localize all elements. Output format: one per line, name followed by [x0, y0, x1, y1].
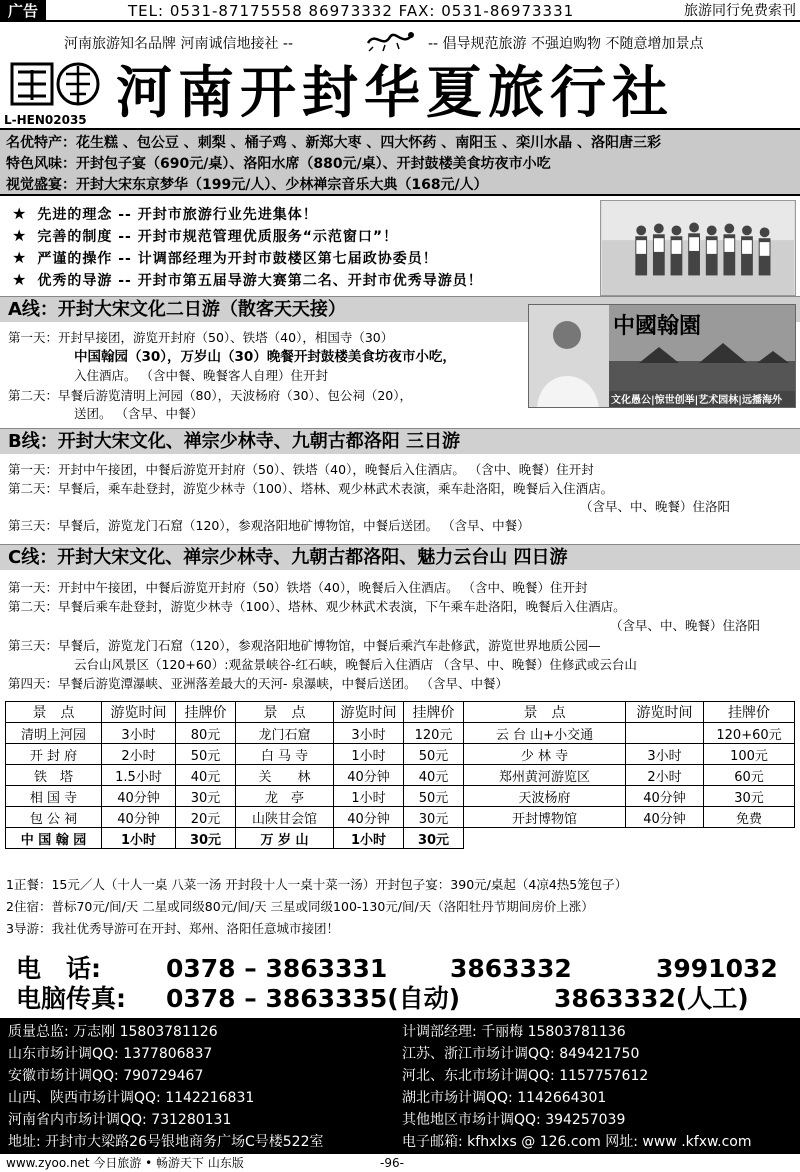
specialty-food: 特色风味：开封包子宴（690元/桌）、洛阳水席（880元/桌）、开封鼓楼美食坊夜市小吃 [6, 156, 551, 172]
star-item: ★ 优秀的导游 -- 开封市第五届导游大赛第二名、开封市优秀导游员！ [12, 270, 483, 289]
fax-label: 电脑传真: [16, 984, 126, 1013]
footer-site[interactable]: www.zyoo.net 今日旅游 • 畅游天下 山东版 [6, 1156, 244, 1170]
contact-shanxi: 山西、陕西市场计调QQ: 1142216831 [8, 1090, 255, 1106]
route-b-title: B线：开封大宋文化、禅宗少林寺、九朝古都洛阳 三日游 [0, 428, 800, 454]
contact-shandong: 山东市场计调QQ: 1377806837 [8, 1046, 213, 1062]
star-item: ★ 完善的制度 -- 开封市规范管理优质服务“示范窗口”！ [12, 226, 399, 245]
phone-number-1[interactable]: 0378 – 3863331 [166, 954, 388, 983]
phone-label: 电 话: [16, 954, 101, 983]
ops-manager: 计调部经理: 千丽梅 15803781136 [402, 1024, 626, 1040]
table-row: 相 国 寺 40分钟 30元 龙 亭 1小时 50元 天波杨府 40分钟 30元 [6, 786, 795, 807]
free-catalog-label: 旅游同行免费索刊 [684, 3, 796, 19]
route-b-day2-meal: （含早、中、晚餐）住洛阳 [580, 499, 731, 514]
star-icon: ★ [12, 226, 28, 245]
email-website[interactable]: 电子邮箱: kfhxlxs @ 126.com 网址: www .kfxw.com [402, 1134, 752, 1150]
table-row: 铁 塔 1.5小时 40元 关 林 40分钟 40元 郑州黄河游览区 2小时 60元 [6, 765, 795, 786]
hanyuan-caption: 文化愚公|惊世创举|艺术园林|远播海外 [611, 395, 782, 406]
right-slogan: -- 倡导规范旅游 不强迫购物 不随意增加景点 [428, 36, 704, 52]
route-c-day4: 第四天：早餐后游览潭瀑峡、亚洲落差最大的天河- 泉瀑峡，中餐后送团。 （含早、中餐） [8, 676, 508, 691]
route-c-day1: 第一天：开封中午接团，中餐后游览开封府（50）铁塔（40），晚餐后入住酒店。 （含中、晚餐）住开封 [8, 580, 588, 595]
route-c-day3-cont: 云台山风景区（120+60）:观盆景峡谷-红石峡，晚餐后入住酒店 （含早、中、晚餐）住修武或云台山 [74, 657, 637, 672]
hanyuan-title: 中國翰園 [613, 313, 702, 339]
agency-title: 河南开封华夏旅行社 [116, 60, 674, 126]
route-a-day1-end: 入住酒店。 （含中餐、晚餐客人自理）住开封 [74, 368, 328, 383]
route-a-day2-end: 送团。 （含早、中餐） [74, 406, 203, 421]
address: 地址: 开封市大梁路26号银地商务广场C号楼522室 [8, 1134, 324, 1150]
top-bar [0, 0, 800, 22]
contact-other: 其他地区市场计调QQ: 394257039 [402, 1112, 626, 1128]
dragon-icon [365, 27, 415, 53]
footer [0, 1154, 800, 1172]
contacts-box [0, 1018, 800, 1154]
star-icon: ★ [12, 248, 28, 267]
hanyuan-photo [528, 304, 796, 408]
note-meals: 1正餐：15元／人（十人一桌 八菜一汤 开封段十人一桌十菜一汤）开封包子宴：390元/桌起（4凉4热5笼包子） [6, 877, 628, 892]
tel-fax-line: TEL: 0531-87175558 86973332 FAX: 0531-86973331 [128, 2, 575, 20]
specialties-box [0, 128, 800, 196]
contact-jiangsu: 江苏、浙江市场计调QQ: 849421750 [402, 1046, 640, 1062]
table-header-row: 景 点 游览时间 挂牌价 景 点 游览时间 挂牌价 景 点 游览时间 挂牌价 [6, 702, 795, 723]
table-row: 中 国 翰 园 1小时 30元 万 岁 山 1小时 30元 [6, 828, 795, 849]
route-b-day1: 第一天：开封中午接团，中餐后游览开封府（50）、铁塔（40），晚餐后入住酒店。 （含中、晚餐）住开封 [8, 462, 594, 477]
contact-hebei: 河北、东北市场计调QQ: 1157757612 [402, 1068, 649, 1084]
fax-number-manual[interactable]: 3863332(人工) [554, 984, 749, 1013]
quality-director: 质量总监: 万志刚 15803781126 [8, 1024, 218, 1040]
contact-henan: 河南省内市场计调QQ: 731280131 [8, 1112, 232, 1128]
phone-row [16, 954, 800, 984]
contact-hubei: 湖北市场计调QQ: 1142664301 [402, 1090, 607, 1106]
specialty-shows: 视觉盛宴：开封大宋东京梦华（199元/人）、少林禅宗音乐大典（168元/人） [6, 177, 488, 193]
star-item: ★ 严谨的操作 -- 计调部经理为开封市鼓楼区第七届政协委员！ [12, 248, 438, 267]
table-row: 清明上河园 3小时 80元 龙门石窟 3小时 120元 云 台 山+小交通 120+60元 [6, 723, 795, 744]
note-lodging: 2住宿：普标70元/间/天 二星或同级80元/间/天 三星或同级100-130元/间/天（洛阳牡丹节期间房价上涨） [6, 899, 594, 914]
fax-number-auto[interactable]: 0378 – 3863335(自动) [166, 984, 461, 1013]
route-c-title: C线：开封大宋文化、禅宗少林寺、九朝古都洛阳、魅力云台山 四日游 [0, 544, 800, 570]
route-b-day3: 第三天：早餐后，游览龙门石窟（120），参观洛阳地矿博物馆，中餐后送团。 （含早、中餐） [8, 518, 530, 533]
route-c-day2: 第二天：早餐后乘车赴登封，游览少林寺（100）、塔林、观少林武术表演，下午乘车赴洛阳，晚餐后入住酒店。 [8, 599, 626, 614]
route-a-title: A线：开封大宋文化二日游（散客天天接） [0, 296, 800, 322]
contact-anhui: 安徽市场计调QQ: 790729467 [8, 1068, 204, 1084]
route-a-day1: 第一天：开封早接团，游览开封府（50）、铁塔（40），相国寺（30） [8, 330, 394, 345]
agency-logo [10, 60, 110, 108]
license-code: L-HEN02035 [4, 113, 87, 127]
star-item: ★ 先进的理念 -- 开封市旅游行业先进集体！ [12, 204, 318, 223]
phone-number-2[interactable]: 3863332 [450, 954, 572, 983]
route-a-day1-cont: 中国翰园（30），万岁山（30）晚餐开封鼓楼美食坊夜市小吃， [74, 349, 456, 365]
table-row: 包 公 祠 40分钟 20元 山陕甘会馆 40分钟 30元 开封博物馆 40分钟 免费 [6, 807, 795, 828]
route-b-day2: 第二天：早餐后，乘车赴登封，游览少林寺（100）、塔林、观少林武术表演，乘车赴洛阳，晚餐后入住酒店。 [8, 481, 614, 496]
fax-row [16, 984, 800, 1014]
table-row: 开 封 府 2小时 50元 白 马 寺 1小时 50元 少 林 寺 3小时 100元 [6, 744, 795, 765]
star-icon: ★ [12, 204, 28, 223]
left-slogan: 河南旅游知名品牌 河南诚信地接社 -- [64, 36, 294, 52]
scenic-price-table [5, 701, 795, 849]
route-a-day2: 第二天：早餐后游览清明上河园（80），天波杨府（30）、包公祠（20）， [8, 388, 412, 403]
route-c-day2-meal: （含早、中、晚餐）住洛阳 [610, 618, 761, 633]
specialty-products: 名优特产：花生糕 、包公豆 、刺梨 、桶子鸡 、新郑大枣 、四大怀药 、南阳玉 、栾川水晶 、洛阳唐三彩 [6, 135, 661, 151]
guide-group-photo [600, 200, 796, 296]
page-number: -96- [380, 1156, 404, 1170]
phone-number-3[interactable]: 3991032 [656, 954, 778, 983]
note-guide: 3导游：我社优秀导游可在开封、郑州、洛阳任意城市接团！ [6, 921, 339, 936]
route-c-day3: 第三天：早餐后，游览龙门石窟（120），参观洛阳地矿博物馆，中餐后乘汽车赴修武，游览世界地质公园— [8, 638, 601, 653]
star-icon: ★ [12, 270, 28, 289]
ad-label: 广告 [0, 0, 46, 22]
